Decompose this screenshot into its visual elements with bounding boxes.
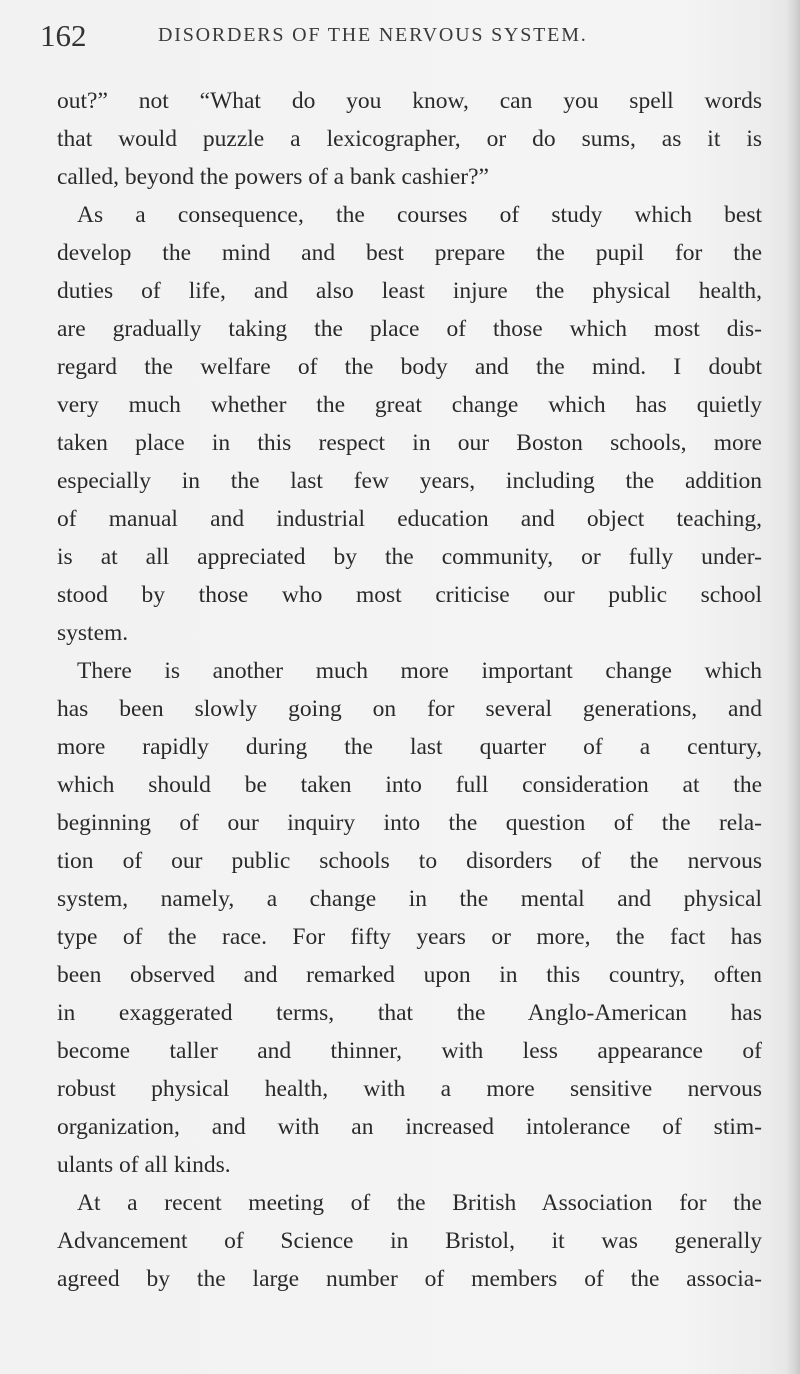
text-line: more rapidly during the last quarter of a century, [57, 734, 762, 760]
paragraph-start-line: As a consequence, the courses of study which best [77, 202, 762, 228]
text-line: Advancement of Science in Bristol, it was generally [57, 1228, 762, 1254]
body-text [57, 82, 762, 1298]
running-head [40, 18, 740, 58]
text-line: of manual and industrial education and object teaching, [57, 506, 762, 532]
text-line: beginning of our inquiry into the question of the rela- [57, 810, 762, 836]
text-line: system. [57, 620, 129, 646]
text-line: has been slowly going on for several generations, and [57, 696, 762, 722]
page-number: 162 [40, 18, 87, 53]
text-line: that would puzzle a lexicographer, or do sums, as it is [57, 126, 762, 152]
running-title: DISORDERS OF THE NERVOUS SYSTEM. [158, 24, 588, 46]
text-line: ulants of all kinds. [57, 1152, 231, 1178]
text-line: regard the welfare of the body and the mind. I doubt [57, 354, 762, 380]
paragraph-start-line: At a recent meeting of the British Association for the [77, 1190, 762, 1216]
text-line: especially in the last few years, including the addition [57, 468, 762, 494]
text-line: become taller and thinner, with less appearance of [57, 1038, 762, 1064]
text-line: organization, and with an increased intolerance of stim- [57, 1114, 762, 1140]
text-line: very much whether the great change which has quietly [57, 392, 762, 418]
text-line: robust physical health, with a more sensitive nervous [57, 1076, 762, 1102]
text-line: tion of our public schools to disorders of the nervous [57, 848, 762, 874]
text-line: out?” not “What do you know, can you spell words [57, 88, 762, 114]
page-edge-shadow [786, 0, 800, 1374]
text-line: type of the race. For fifty years or more, the fact has [57, 924, 762, 950]
text-line: which should be taken into full consideration at the [57, 772, 762, 798]
text-line: system, namely, a change in the mental and physical [57, 886, 762, 912]
text-line: in exaggerated terms, that the Anglo-American has [57, 1000, 762, 1026]
text-line: taken place in this respect in our Boston schools, more [57, 430, 762, 456]
text-line: duties of life, and also least injure the physical health, [57, 278, 762, 304]
text-line: is at all appreciated by the community, or fully under- [57, 544, 762, 570]
paragraph-start-line: There is another much more important change which [77, 658, 762, 684]
text-line: are gradually taking the place of those which most dis- [57, 316, 762, 342]
text-line: develop the mind and best prepare the pupil for the [57, 240, 762, 266]
text-line: called, beyond the powers of a bank cashier?” [57, 164, 489, 190]
text-line: stood by those who most criticise our public school [57, 582, 762, 608]
text-line: been observed and remarked upon in this country, often [57, 962, 762, 988]
text-line: agreed by the large number of members of the associa- [57, 1266, 762, 1292]
